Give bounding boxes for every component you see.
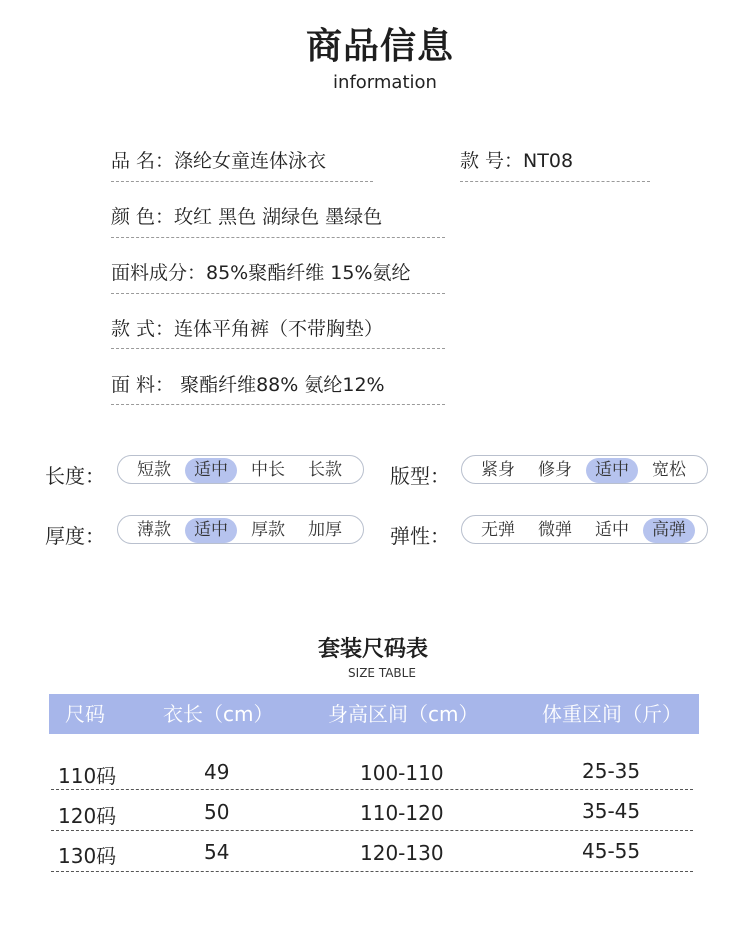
fit-selector (461, 455, 708, 484)
table-cell: 130码 (58, 844, 117, 868)
thickness-option[interactable]: 加厚 (308, 520, 342, 540)
table-cell: 25-35 (582, 759, 641, 783)
length-option-selected[interactable]: 适中 (185, 458, 237, 483)
fit-option-selected[interactable]: 适中 (586, 458, 638, 483)
table-cell: 35-45 (582, 799, 641, 823)
header-length: 衣长（cm） (163, 702, 274, 726)
thickness-option[interactable]: 薄款 (137, 520, 171, 540)
table-cell: 120码 (58, 804, 117, 828)
elasticity-option[interactable]: 无弹 (481, 520, 515, 540)
fit-label: 版型： (390, 464, 450, 488)
length-selector (117, 455, 364, 484)
page-title: 商品信息 (305, 26, 454, 67)
info-color: 颜 色：玫红 黑色 湖绿色 墨绿色 (111, 206, 383, 228)
info-cut: 款 式：连体平角裤（不带胸垫） (111, 318, 384, 340)
fit-option[interactable]: 紧身 (481, 460, 515, 480)
divider (111, 181, 373, 182)
header-size: 尺码 (65, 702, 105, 726)
thickness-selector (117, 515, 364, 544)
length-label: 长度： (45, 464, 105, 488)
length-option[interactable]: 长款 (308, 460, 342, 480)
size-table-subtitle: SIZE TABLE (348, 666, 416, 680)
table-cell: 49 (204, 760, 230, 784)
elasticity-label: 弹性： (390, 524, 450, 548)
thickness-option[interactable]: 厚款 (251, 520, 285, 540)
size-table-title: 套装尺码表 (317, 637, 428, 662)
table-cell: 50 (204, 800, 230, 824)
row-divider (51, 871, 693, 872)
row-divider (51, 789, 693, 790)
fit-option[interactable]: 修身 (538, 460, 572, 480)
divider (111, 348, 445, 349)
row-divider (51, 830, 693, 831)
divider (111, 237, 445, 238)
length-option[interactable]: 中长 (251, 460, 285, 480)
elasticity-option[interactable]: 微弹 (538, 520, 572, 540)
table-cell: 120-130 (360, 841, 444, 865)
elasticity-option-selected[interactable]: 高弹 (643, 518, 695, 543)
table-cell: 100-110 (360, 761, 444, 785)
length-option[interactable]: 短款 (137, 460, 171, 480)
divider (111, 293, 445, 294)
elasticity-selector (461, 515, 708, 544)
info-composition: 面料成分：85%聚酯纤维 15%氨纶 (111, 262, 411, 284)
thickness-option-selected[interactable]: 适中 (185, 518, 237, 543)
divider (460, 181, 650, 182)
size-table-header (49, 694, 699, 734)
divider (111, 404, 445, 405)
header-weight: 体重区间（斤） (542, 702, 682, 726)
elasticity-option[interactable]: 适中 (595, 520, 629, 540)
info-name: 品 名：涤纶女童连体泳衣 (111, 150, 327, 172)
table-cell: 45-55 (582, 839, 641, 863)
table-cell: 110-120 (360, 801, 444, 825)
info-style-no: 款 号：NT08 (460, 150, 574, 172)
info-fabric: 面 料： 聚酯纤维88% 氨纶12% (111, 374, 385, 396)
table-cell: 110码 (58, 764, 117, 788)
fit-option[interactable]: 宽松 (652, 460, 686, 480)
table-cell: 54 (204, 840, 230, 864)
thickness-label: 厚度： (45, 524, 105, 548)
page-subtitle: information (333, 72, 437, 93)
header-height: 身高区间（cm） (328, 702, 479, 726)
